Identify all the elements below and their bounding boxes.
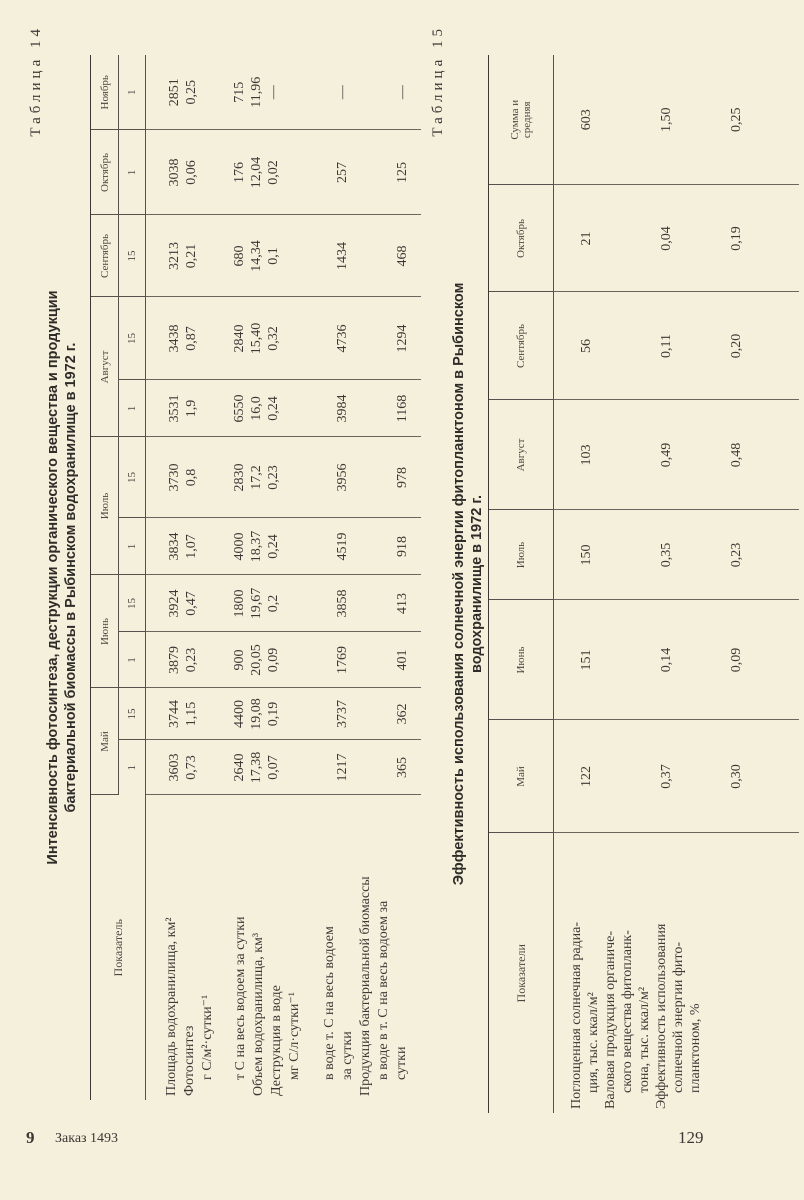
table15-indicator-line: ция, тыс. ккал/м² <box>586 992 601 1093</box>
table14-indicator-line: Объем водохранилища, км³ <box>251 932 266 1096</box>
table14-value: 3956 <box>335 463 350 492</box>
table15-value: 0,48 <box>729 442 744 468</box>
table14-indicator-line: за сутки <box>340 1031 355 1080</box>
table15-header: Сентябрь <box>489 292 554 400</box>
table14-value: 15,40 <box>249 322 264 355</box>
table14-value: 176 <box>232 161 247 183</box>
table14-value: 918 <box>395 535 410 557</box>
table14-indicator-cell <box>146 795 421 1100</box>
table15-value-column <box>554 600 799 720</box>
table15-value: 0,30 <box>729 764 744 789</box>
table15-value: 0,25 <box>729 107 744 132</box>
table14-value: 3438 <box>167 324 182 353</box>
table14-value: 3737 <box>335 700 350 728</box>
table14-value: 0,02 <box>266 160 281 185</box>
table15-value: 603 <box>579 109 594 131</box>
table14-header-day: 15 <box>119 437 146 518</box>
table14-value: 4400 <box>232 700 247 728</box>
table15-value-column <box>554 400 799 510</box>
table15-value: 0,04 <box>659 226 674 251</box>
table14-value-column <box>146 575 421 632</box>
table14-value: — <box>395 85 410 100</box>
table15-indicator-line: Поглощенная солнечная радиа- <box>569 921 584 1109</box>
table14-value-column <box>146 688 421 740</box>
table15-value: 0,20 <box>729 333 744 359</box>
table14-value: 2851 <box>167 78 182 107</box>
table15-indicator-line: Эффективность использования <box>654 923 669 1109</box>
table15-indicator-line: Валовая продукция органиче- <box>603 930 618 1109</box>
table15-header: Июль <box>489 510 554 600</box>
table14-value: 0,32 <box>266 326 281 351</box>
table14-title-line: Интенсивность фотосинтеза, деструкции органического вещества и продукции <box>45 290 61 865</box>
table15-value: 151 <box>579 649 594 671</box>
table14-value: 362 <box>395 703 410 725</box>
table14-indicator-line: в воде т. С на весь водоем <box>322 926 337 1080</box>
table14-value-column <box>146 518 421 575</box>
table14-header-day: 1 <box>119 518 146 575</box>
table14-indicator-line: Фотосинтез <box>182 1025 197 1096</box>
table14-value: 1434 <box>335 241 350 270</box>
table15-header: Октябрь <box>489 185 554 292</box>
table14-title-line: бактериальной биомассы в Рыбинском водохранилище в 1972 г. <box>63 342 79 813</box>
table14-value: 0,25 <box>184 79 199 105</box>
table14-header-day: 1 <box>119 632 146 688</box>
table14-value: 0,47 <box>184 591 199 616</box>
table14-header-month: Сентябрь <box>91 215 119 297</box>
table14-value: 0,19 <box>266 701 281 727</box>
table14-value: 16,0 <box>249 396 264 421</box>
table15-indicator-line: планктоном, % <box>688 1003 703 1093</box>
table15-value-column <box>554 55 799 185</box>
table15-value-column <box>554 510 799 600</box>
table15-value: 0,11 <box>659 334 674 358</box>
table14-value-column <box>146 437 421 518</box>
table14-value-column <box>146 380 421 437</box>
table14-value: 3834 <box>167 532 182 561</box>
table14-value: 1,15 <box>184 701 199 727</box>
table14-header-day: 15 <box>119 297 146 380</box>
table14-value: — <box>266 85 281 100</box>
table15-value: 0,35 <box>659 542 674 568</box>
table14-value: 0,87 <box>184 326 199 351</box>
table14-value-column <box>146 297 421 380</box>
table14-indicator-line: г С/м²·сутки⁻¹ <box>200 994 215 1080</box>
table14-indicator-line: т С на весь водоем за сутки <box>233 916 248 1080</box>
table14-value: 3984 <box>335 394 350 423</box>
table14-value: — <box>335 85 350 100</box>
table14-value: 680 <box>232 245 247 267</box>
table14-value-column <box>146 215 421 297</box>
table14-value: 715 <box>232 81 247 103</box>
table14-value: 2640 <box>232 753 247 782</box>
table14-value: 0,24 <box>266 534 281 559</box>
table15-value: 1,50 <box>659 107 674 132</box>
table14-value: 17,2 <box>249 465 264 490</box>
table14-header-day: 15 <box>119 215 146 297</box>
table14-title <box>44 55 80 1100</box>
table14-value: 3858 <box>335 589 350 618</box>
table14-value: 1800 <box>232 589 247 618</box>
table14-value: 0,24 <box>266 396 281 421</box>
table15 <box>488 55 799 1113</box>
table14-value: 1769 <box>335 646 350 674</box>
table14-value: 12,04 <box>249 156 264 189</box>
table14-header-day: 15 <box>119 688 146 740</box>
table14-header-month: Июнь <box>91 575 119 688</box>
table15-header: Показатели <box>489 833 554 1113</box>
table15-label: Таблица 15 <box>430 25 446 137</box>
table14-value: 413 <box>395 593 410 614</box>
table14-header-day: 1 <box>119 130 146 215</box>
table14-value-column <box>146 130 421 215</box>
table14-value: 3730 <box>167 463 182 492</box>
table14-value: 0,23 <box>266 465 281 490</box>
table14-header-day: 15 <box>119 575 146 632</box>
table14-value: 3038 <box>167 158 182 187</box>
table14-value: 0,23 <box>184 647 199 673</box>
table15-header: Сумма и средняя <box>489 55 554 185</box>
table15-value: 0,19 <box>729 226 744 251</box>
table14-value: 19,67 <box>249 587 264 620</box>
table14-value: 0,06 <box>184 160 199 185</box>
table14-indicator-line: сутки <box>394 1046 409 1080</box>
table14-value: 0,8 <box>184 468 199 487</box>
table14-value: 1,07 <box>184 534 199 559</box>
table15-value: 0,37 <box>659 764 674 789</box>
table15-header: Август <box>489 400 554 510</box>
table15-indicator-line: тона, тыс. ккал/м² <box>637 986 652 1093</box>
table14-header-day: 1 <box>119 740 146 795</box>
table14-value: 3531 <box>167 394 182 423</box>
table14-value: 0,09 <box>266 647 281 673</box>
table15-value: 0,14 <box>659 647 674 673</box>
table15-value: 0,09 <box>729 647 744 673</box>
table14-value: 1217 <box>335 753 350 782</box>
table14-value: 11,96 <box>249 76 264 108</box>
table15-value: 122 <box>579 766 594 787</box>
table14-value: 365 <box>395 757 410 778</box>
table14-header-day: 1 <box>119 55 146 130</box>
table15-indicator-line: солнечной энергии фито- <box>671 942 686 1093</box>
table15-value: 0,23 <box>729 542 744 568</box>
table14-indicator-line: Продукция бактериальной биомассы <box>358 876 373 1096</box>
table14-header-month: Август <box>91 297 119 437</box>
table14-header-month: Ноябрь <box>91 55 119 130</box>
table15-value-column <box>554 292 799 400</box>
table14 <box>90 55 421 1100</box>
table14-value: 0,21 <box>184 243 199 269</box>
table14-value: 6550 <box>232 394 247 423</box>
table15-title-line: Эффективность использования солнечной энергии фитопланктоном в Рыбинском <box>451 282 467 886</box>
table14-value: 900 <box>232 649 247 671</box>
table14-value-column <box>146 632 421 688</box>
table15-value: 103 <box>579 444 594 466</box>
table14-value: 4736 <box>335 324 350 353</box>
table14-value-column <box>146 55 421 130</box>
table14-header-month: Июль <box>91 437 119 575</box>
table15-title <box>450 55 486 1113</box>
table14-value: 0,1 <box>266 247 281 265</box>
table15-value-column <box>554 185 799 292</box>
table14-value: 3603 <box>167 753 182 782</box>
table14-value: 14,34 <box>249 240 264 272</box>
table14-value: 18,37 <box>249 530 264 563</box>
table15-header: Май <box>489 720 554 833</box>
table14-value: 4000 <box>232 532 247 561</box>
table14-indicator-line: мг С/л·сутки⁻¹ <box>287 991 302 1080</box>
table15-value: 150 <box>579 544 594 566</box>
table14-value: 2840 <box>232 324 247 353</box>
table14-header-months <box>91 55 119 1100</box>
table14-value: 0,73 <box>184 755 199 780</box>
table15-title-line: водохранилище в 1972 г. <box>469 494 485 674</box>
signature-mark: 9 <box>26 1128 35 1147</box>
table14-value: 0,2 <box>266 594 281 613</box>
table14-value: 3744 <box>167 700 182 728</box>
table14-indicator-line: Площадь водохранилища, км² <box>164 917 179 1096</box>
table15-value: 0,49 <box>659 442 674 468</box>
table14-header-day: 1 <box>119 380 146 437</box>
table15-value: 21 <box>579 231 594 246</box>
table14-value: 978 <box>395 466 410 488</box>
table14-value: 19,08 <box>249 698 264 730</box>
table15-header: Июнь <box>489 600 554 720</box>
table14-value: 1,9 <box>184 399 199 418</box>
table14-header-indicator: Показатель <box>91 795 146 1100</box>
table14-value: 125 <box>395 161 410 183</box>
table14-value: 17,38 <box>249 751 264 784</box>
table14-value: 257 <box>335 161 350 183</box>
table14-header-month: Октябрь <box>91 130 119 215</box>
table14-value: 1294 <box>395 324 410 353</box>
table14-value: 3924 <box>167 589 182 618</box>
table15-value: 56 <box>579 339 594 353</box>
table14-value-column <box>146 740 421 795</box>
table15-value-column <box>554 720 799 833</box>
order-number: Заказ 1493 <box>55 1131 119 1146</box>
table14-value: 4519 <box>335 532 350 561</box>
table14-indicator-line: Деструкция в воде <box>269 985 284 1096</box>
table14-indicator-line: в воде в т. С на весь водоем за <box>376 900 391 1080</box>
table14-header-month: Май <box>91 688 119 795</box>
table14-value: 401 <box>395 649 410 671</box>
table14-value: 20,05 <box>249 644 264 676</box>
table14-value: 3879 <box>167 646 182 674</box>
table14-value: 468 <box>395 245 410 267</box>
page-number: 129 <box>678 1128 704 1147</box>
table14-value: 3213 <box>167 241 182 270</box>
table14-label: Таблица 14 <box>28 25 44 137</box>
table14-value: 2830 <box>232 463 247 492</box>
table15-indicator-cell <box>554 833 799 1113</box>
table15-indicator-line: ского вещества фитопланк- <box>620 930 635 1093</box>
table14-value: 1168 <box>395 394 410 423</box>
table14-value: 0,07 <box>266 755 281 780</box>
